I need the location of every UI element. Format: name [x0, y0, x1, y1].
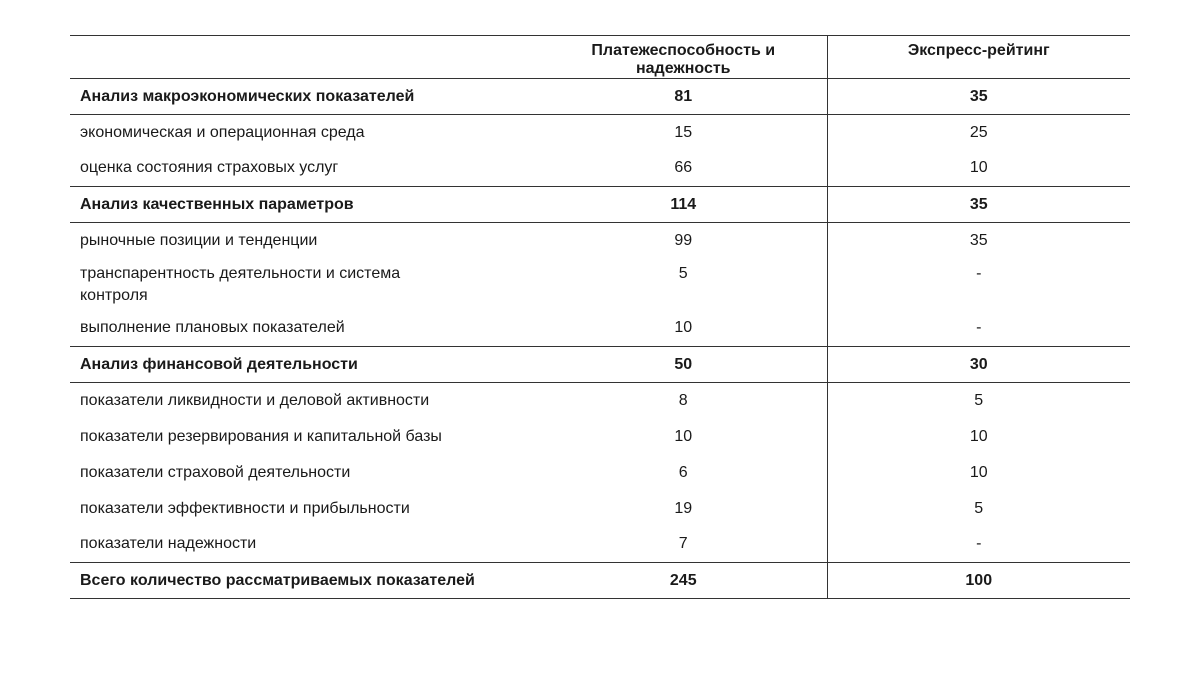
table-row [70, 455, 1130, 491]
row-label: экономическая и операционная среда [80, 123, 365, 141]
row-solvency-value: 10 [540, 419, 827, 455]
rating-comparison-table [70, 35, 1130, 599]
row-express-value: 5 [974, 499, 984, 517]
row-express-value: 10 [969, 463, 988, 481]
row-label: Анализ финансовой деятельности [70, 347, 540, 383]
row-express-value: - [976, 264, 982, 282]
row-express-value: 35 [827, 187, 1130, 223]
table-row [70, 115, 1130, 151]
row-solvency-value: 66 [540, 151, 827, 187]
table-row [70, 223, 1130, 259]
row-solvency-value: 50 [540, 347, 827, 383]
table-row [70, 527, 1130, 563]
table-row-total [70, 563, 1130, 599]
row-label: показатели ликвидности и деловой активности [80, 391, 430, 409]
row-express-value: 35 [827, 79, 1130, 115]
header-label-column [70, 36, 540, 79]
row-label: выполнение плановых показателей [70, 311, 540, 347]
row-express-value: 5 [974, 391, 984, 409]
row-label: Анализ макроэкономических показателей [70, 79, 540, 115]
row-express-value: - [827, 311, 1130, 347]
header-solvency-column: Платежеспособность и надежность [540, 36, 827, 79]
header-express-column: Экспресс-рейтинг [827, 36, 1130, 79]
row-express-value: 10 [969, 427, 988, 445]
row-express-value: 35 [969, 231, 988, 249]
row-solvency-value: 245 [540, 563, 827, 599]
row-label: показатели эффективности и прибыльности [80, 499, 410, 517]
row-solvency-value: 15 [540, 115, 827, 151]
table-row [70, 151, 1130, 187]
table-row [70, 491, 1130, 527]
table-row-section [70, 187, 1130, 223]
row-solvency-value: 6 [540, 455, 827, 491]
row-label: Всего количество рассматриваемых показателей [70, 563, 540, 599]
table-row-section [70, 347, 1130, 383]
row-solvency-value: 19 [540, 491, 827, 527]
row-express-value: 25 [969, 123, 988, 141]
row-express-value: 30 [827, 347, 1130, 383]
row-label: Анализ качественных параметров [70, 187, 540, 223]
row-solvency-value: 5 [540, 259, 827, 311]
table-row [70, 311, 1130, 347]
row-solvency-value: 114 [540, 187, 827, 223]
table-row [70, 383, 1130, 419]
row-solvency-value: 99 [540, 223, 827, 259]
row-label: показатели страховой деятельности [80, 463, 351, 481]
row-label: оценка состояния страховых услуг [70, 151, 540, 187]
row-express-value: 10 [827, 151, 1130, 187]
row-label: рыночные позиции и тенденции [80, 231, 318, 249]
row-label: транспарентность деятельности и система контроля [80, 264, 401, 304]
row-solvency-value: 7 [540, 527, 827, 563]
row-label: показатели резервирования и капитальной базы [80, 427, 442, 445]
table-row [70, 259, 1130, 311]
table-row-section [70, 79, 1130, 115]
row-solvency-value: 8 [540, 383, 827, 419]
table-header-row [70, 36, 1130, 79]
row-solvency-value: 10 [540, 311, 827, 347]
row-express-value: 100 [827, 563, 1130, 599]
row-solvency-value: 81 [540, 79, 827, 115]
row-express-value: - [827, 527, 1130, 563]
row-label: показатели надежности [70, 527, 540, 563]
table-row [70, 419, 1130, 455]
